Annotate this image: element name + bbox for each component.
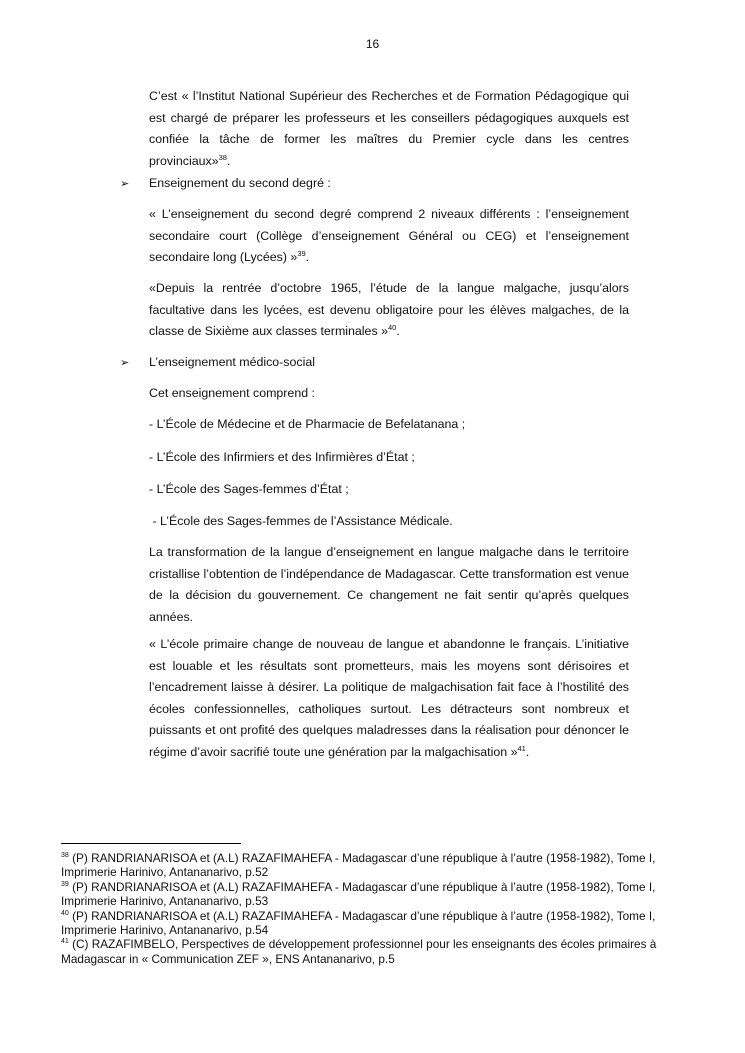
footnote-38: $^{38}$ (P) RANDRIANARISOA et (A.L) RAZAFIMAHEFA - Madagascar d’une république à l’autre (1958-1982), Tome I, Imprimerie Harinivo, Antananarivo, p.52	[61, 851, 656, 880]
arrow-bullet-icon: ➢	[120, 357, 130, 369]
footnote-41: $^{41}$ (C) RAZAFIMBELO, Perspectives de développement professionnel pour les enseignants des écoles primaires à Madagascar in « Communication ZEF », ENS Antananarivo, p.5	[61, 937, 657, 966]
list-item: - L’École de Médecine et de Pharmacie de Befelatanana ;	[149, 417, 466, 431]
paragraph-langue-malgache: «Depuis la rentrée d’octobre 1965, l’étude de la langue malgache, jusqu’alors facultative dans les lycées, est devenu obligatoire pour les élèves malgaches, de la classe de Sixième aux classes terminales »$^{40}$.	[149, 281, 629, 338]
paragraph-institut: C’est « l’Institut National Supérieur des Recherches et de Formation Pédagogique qui est chargé de préparer les professeurs et les conseillers pédagogiques auxquels est confiée la tâche de former les maîtres du Premier cycle dans les centres provinciaux»$^{38}$.	[149, 89, 629, 168]
paragraph-text: C’est « l’Institut National Supérieur des Recherches et de Formation Pédagogique qui est chargé de préparer les professeurs et les conseillers pédagogiques auxquels est confiée la tâche de former les maîtres du Premier cycle dans les centres provinciaux»	[149, 89, 629, 168]
paragraph-comprend: Cet enseignement comprend :	[149, 386, 315, 400]
footnote-40: $^{40}$ (P) RANDRIANARISOA et (A.L) RAZAFIMAHEFA - Madagascar d’une république à l’autre (1958-1982), Tome I, Imprimerie Harinivo, Antananarivo, p.54	[61, 908, 656, 938]
paragraph-ecole-primaire: « L’école primaire change de nouveau de langue et abandonne le français. L’initiative est louable et les résultats sont prometteurs, mais les moyens sont dérisoires et l’encadrement laisse à désirer. La politique de malgachisation fait face à l’hostilité des écoles confessionnelles, catholiques surtout. Les détracteurs sont nombreux et puissants et ont profité des quelques maladresses dans la réalisation pour dénoncer le régime d’avoir sacrifié toute une génération par la malgachisation »$^{41}$.	[149, 637, 629, 759]
footnote-39: $^{39}$ (P) RANDRIANARISOA et (A.L) RAZAFIMAHEFA - Madagascar d’une république à l’autre (1958-1982), Tome I, Imprimerie Harinivo, Antananarivo, p.53	[61, 879, 656, 909]
paragraph-transformation: La transformation de la langue d’enseignement en langue malgache dans le territoire cristallise l’obtention de l’indépendance de Madagascar. Cette transformation est venue de la décision du gouvernement. Ce changement ne fait sentir qu’après quelques années.	[149, 545, 629, 624]
footnote-ref-40[interactable]: 40	[387, 322, 397, 332]
arrow-bullet-icon: ➢	[120, 178, 130, 190]
footnote-ref-39[interactable]: 39	[297, 248, 306, 258]
footnote-ref-38[interactable]: 38	[218, 152, 227, 162]
bullet-label: L’enseignement médico-social	[149, 355, 315, 369]
paragraph-text: «Depuis la rentrée d’octobre 1965, l’étude de la langue malgache, jusqu’alors facultative dans les lycées, est devenu obligatoire pour les élèves malgaches, de la classe de Sixième aux classes terminales »	[149, 281, 629, 338]
paragraph-second-degre: « L’enseignement du second degré comprend 2 niveaux différents : l’enseignement secondaire court (Collège d’enseignement Général ou CEG) et l’enseignement secondaire long (Lycées) »$^{39}$.	[149, 207, 629, 264]
page-number: 16	[365, 37, 380, 51]
footnotes	[61, 851, 701, 966]
list-item: - L’École des Infirmiers et des Infirmières d’État ;	[149, 450, 415, 464]
bullet-label: Enseignement du second degré :	[149, 176, 331, 190]
paragraph-text: « L’école primaire change de nouveau de langue et abandonne le français. L’initiative est louable et les résultats sont prometteurs, mais les moyens sont dérisoires et l’encadrement laisse à désirer. La politique de malgachisation fait face à l’hostilité des écoles confessionnelles, catholiques surtout. Les détracteurs sont nombreux et puissants et ont profité des quelques maladresses dans la réalisation pour dénoncer le régime d’avoir sacrifié toute une génération par la malgachisation »	[149, 637, 629, 759]
list-item: - L’École des Sages-femmes d’État ;	[149, 482, 349, 496]
list-item: - L’École des Sages-femmes de l’Assistance Médicale.	[149, 514, 453, 528]
bullet-second-degre	[120, 173, 331, 195]
footnote-separator	[61, 843, 241, 844]
paragraph-text: « L’enseignement du second degré comprend 2 niveaux différents : l’enseignement secondaire court (Collège d’enseignement Général ou CEG) et l’enseignement secondaire long (Lycées) »	[149, 207, 629, 264]
footnote-ref-41[interactable]: 41	[517, 743, 526, 753]
bullet-medico-social	[120, 352, 315, 374]
